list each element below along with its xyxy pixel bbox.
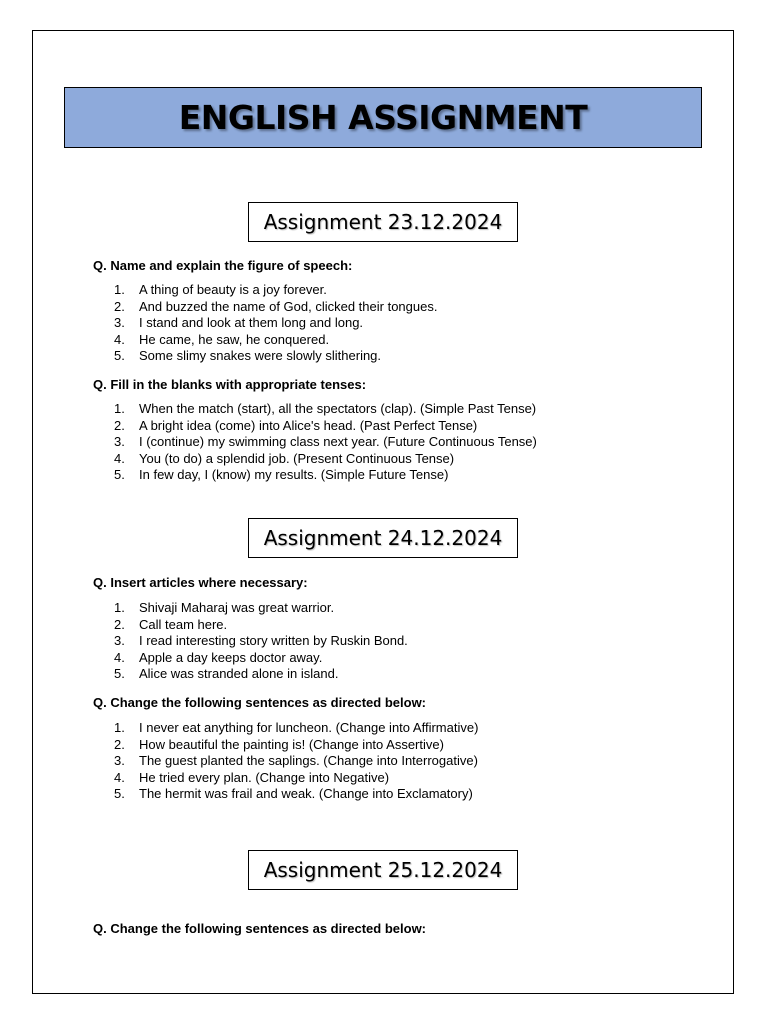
- figure-of-speech-list: [114, 282, 437, 365]
- list-item: 2. And buzzed the name of God, clicked their tongues.: [114, 298, 438, 314]
- assignment-date-box: Assignment 25.12.2024: [248, 850, 518, 890]
- list-item: 5. The hermit was frail and weak. (Change into Exclamatory): [114, 786, 473, 802]
- list-item: 4. He tried every plan. (Change into Negative): [114, 769, 390, 785]
- assignment-date-box: Assignment 24.12.2024: [248, 518, 518, 558]
- tenses-list: [114, 401, 537, 484]
- list-item: 2. A bright idea (come) into Alice's head. (Past Perfect Tense): [114, 417, 478, 433]
- question-fill-in-tenses: Q. Fill in the blanks with appropriate tenses:: [93, 377, 367, 392]
- list-item: 5. In few day, I (know) my results. (Simple Future Tense): [114, 467, 449, 483]
- list-item: 4. Apple a day keeps doctor away.: [114, 649, 323, 665]
- list-item: 1. I never eat anything for luncheon. (Change into Affirmative): [114, 720, 479, 735]
- list-item: 1. Shivaji Maharaj was great warrior.: [114, 600, 335, 615]
- question-figure-of-speech: Q. Name and explain the figure of speech:: [93, 258, 353, 273]
- question-change-sentences: Q. Change the following sentences as directed below:: [93, 921, 427, 936]
- articles-list: [114, 600, 408, 683]
- list-item: 3. The guest planted the saplings. (Change into Interrogative): [114, 753, 478, 769]
- assignment-date-box: Assignment 23.12.2024: [248, 202, 518, 242]
- list-item: 3. I stand and look at them long and long.: [114, 315, 364, 331]
- question-change-sentences: Q. Change the following sentences as directed below:: [93, 695, 427, 710]
- page-title: ENGLISH ASSIGNMENT: [178, 98, 588, 137]
- list-item: 3. I (continue) my swimming class next year. (Future Continuous Tense): [114, 434, 537, 450]
- title-banner: [64, 87, 702, 148]
- list-item: 2. How beautiful the painting is! (Change into Assertive): [114, 736, 444, 752]
- list-item: 1. A thing of beauty is a joy forever.: [114, 282, 327, 297]
- list-item: 3. I read interesting story written by Ruskin Bond.: [114, 633, 408, 649]
- list-item: 4. You (to do) a splendid job. (Present Continuous Tense): [114, 450, 455, 466]
- list-item: 4. He came, he saw, he conquered.: [114, 331, 330, 347]
- list-item: 2. Call team here.: [114, 616, 228, 632]
- change-sentences-list: [114, 720, 478, 803]
- list-item: 5. Alice was stranded alone in island.: [114, 666, 339, 682]
- question-insert-articles: Q. Insert articles where necessary:: [93, 575, 308, 590]
- list-item: 5. Some slimy snakes were slowly slithering.: [114, 348, 382, 364]
- list-item: 1. When the match (start), all the spectators (clap). (Simple Past Tense): [114, 401, 537, 416]
